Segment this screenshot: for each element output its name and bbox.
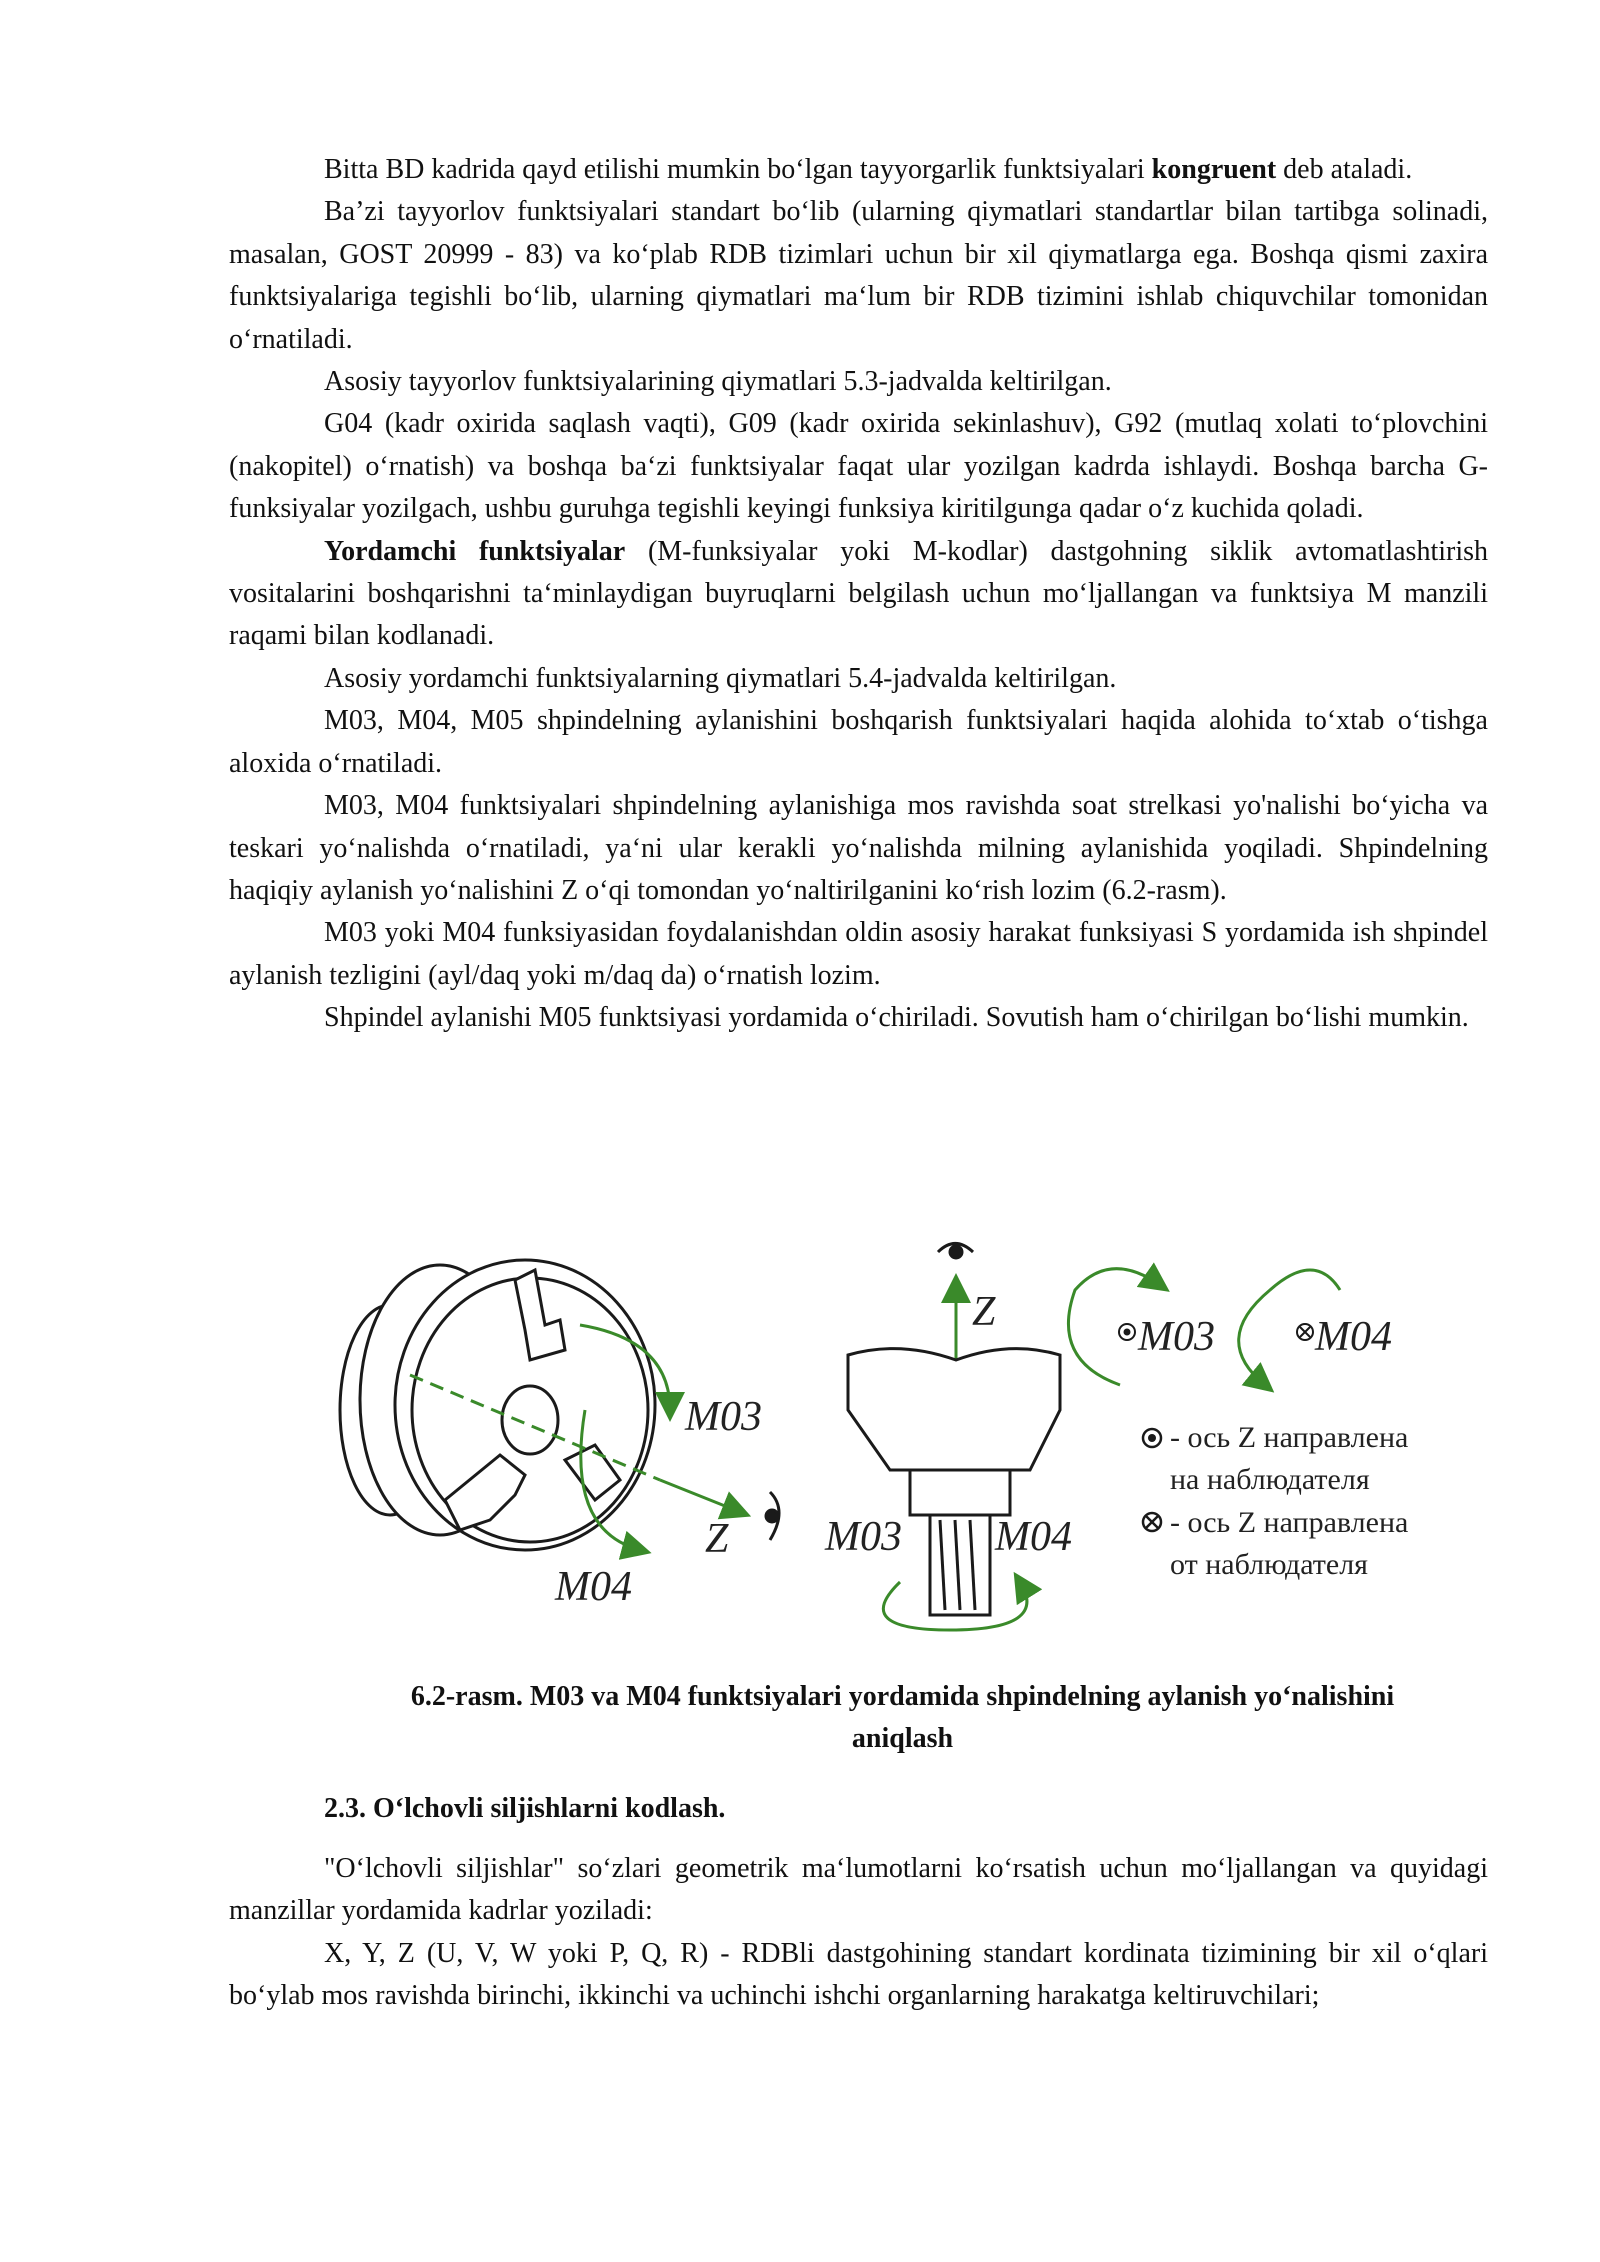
- eye-icon: [766, 1492, 779, 1540]
- spindle-m04-label: M04: [995, 1514, 1072, 1560]
- body-text-top: [229, 149, 1488, 1040]
- caption-line2: aniqlash: [851, 1723, 954, 1755]
- paragraph: Shpindel aylanishi M05 funktsiyasi yordamida o‘chiriladi. Sovutish ham o‘chirilgan bo‘lishi mumkin.: [324, 1002, 1469, 1034]
- spindle-rotation-figure: [330, 1230, 1490, 1650]
- legend-line3: - ось Z направлена: [1170, 1506, 1409, 1539]
- caption-line1: 6.2-rasm. M03 va M04 funktsiyalari yordamida shpindelning aylanish yo‘nalishini: [410, 1681, 1395, 1712]
- spindle-body: [848, 1349, 1060, 1615]
- chuck-m04-label: M04: [555, 1564, 632, 1610]
- figure-caption: [330, 1676, 1475, 1761]
- paragraph: "O‘lchovli siljishlar" so‘zlari geometrik ma‘lumotlarni ko‘rsatish uchun mo‘ljallangan va quyidagi manzillar yordamida kadrlar yoziladi:: [229, 1853, 1488, 1927]
- circle-m04-label: M04: [1315, 1314, 1392, 1360]
- paragraph: M03, M04, M05 shpindelning aylanishini boshqarish funktsiyalari haqida alohida to‘xtab o‘tishga aloxida o‘rnatiladi.: [229, 705, 1488, 779]
- legend-cross-icon: [1143, 1513, 1161, 1531]
- spindle-z-label: Z: [972, 1289, 996, 1335]
- legend-line4: от наблюдателя: [1170, 1548, 1368, 1581]
- paragraph: Asosiy tayyorlov funktsiyalarining qiymatlari 5.3-jadvalda keltirilgan.: [324, 366, 1112, 398]
- chuck-z-label: Z: [705, 1516, 729, 1562]
- chuck-m03-label: M03: [685, 1394, 762, 1440]
- legend-line1: - ось Z направлена: [1170, 1421, 1409, 1454]
- body-text-bottom: [229, 1848, 1488, 2018]
- spindle-m03-label: M03: [825, 1514, 902, 1560]
- paragraph: Asosiy yordamchi funktsiyalarning qiymatlari 5.4-jadvalda keltirilgan.: [324, 662, 1117, 694]
- chuck-z-arrow: [660, 1480, 740, 1512]
- eye-icon-top: [938, 1244, 973, 1259]
- paragraph: X, Y, Z (U, V, W yoki P, Q, R) - RDBli dastgohining standart kordinata tizimining bir xil o‘qlari bo‘ylab mos ravishda birinchi, ikkinchi va uchinchi ishchi organlarning harakatga keltiruvchilari;: [229, 1937, 1488, 2012]
- circle-m03-label: M03: [1138, 1314, 1215, 1360]
- section-heading: 2.3. O‘lchovli siljishlarni kodlash.: [324, 1793, 726, 1824]
- chuck-drawing: [340, 1260, 655, 1550]
- paragraph: M03, M04 funktsiyalari shpindelning aylanishiga mos ravishda soat strelkasi yo'nalishi bo‘yicha va teskari yo‘nalishda o‘rnatiladi, ya‘ni ular kerakli yo‘nalishda milning aylanishida yoqiladi. Shpindelning haqiqiy aylanish yo‘nalishini Z o‘qi tomondan yo‘naltirilganini ko‘rish lozim (6.2-rasm).: [229, 790, 1488, 906]
- legend-line2: на наблюдателя: [1170, 1463, 1370, 1496]
- dot-in-circle-icon: [1119, 1324, 1135, 1340]
- paragraph: G04 (kadr oxirida saqlash vaqti), G09 (kadr oxirida sekinlashuv), G92 (mutlaq xolati to‘plovchini (nakopitel) o‘rnatish) va boshqa ba‘zi funktsiyalar faqat ular yozilgan kadrda ishlaydi. Boshqa barcha G-funksiyalar yozilgach, ushbu guruhga tegishli keyingi funksiya kiritilgunga qadar o‘z kuchida qoladi.: [229, 408, 1488, 525]
- paragraph: Bitta BD kadrida qayd etilishi mumkin bo‘lgan tayyorgarlik funktsiyalari kongruent deb ataladi.: [324, 154, 1413, 185]
- legend-dot-icon: [1143, 1429, 1161, 1447]
- paragraph: M03 yoki M04 funksiyasidan foydalanishdan oldin asosiy harakat funksiyasi S yordamida ish shpindel aylanish tezligini (ayl/daq yoki m/daq da) o‘rnatish lozim.: [229, 917, 1488, 991]
- paragraph: Ba’zi tayyorlov funktsiyalari standart bo‘lib (ularning qiymatlari standartlar bilan tartibga solinadi, masalan, GOST 20999 - 83) va ko‘plab RDB tizimlari uchun bir xil qiymatlarga ega. Boshqa qismi zaxira funktsiyalariga tegishli bo‘lib, ularning qiymatlari ma‘lum bir RDB tizimini ishlab chiquvchilar tomonidan o‘rnatiladi.: [229, 196, 1488, 355]
- cross-in-circle-icon: [1297, 1324, 1313, 1340]
- paragraph: Yordamchi funktsiyalar (M-funksiyalar yoki M-kodlar) dastgohning siklik avtomatlashtirish vositalarini boshqarishni ta‘minlaydigan buyruqlarni belgilash uchun mo‘ljallangan va funktsiya M manzili raqami bilan kodlanadi.: [229, 535, 1488, 652]
